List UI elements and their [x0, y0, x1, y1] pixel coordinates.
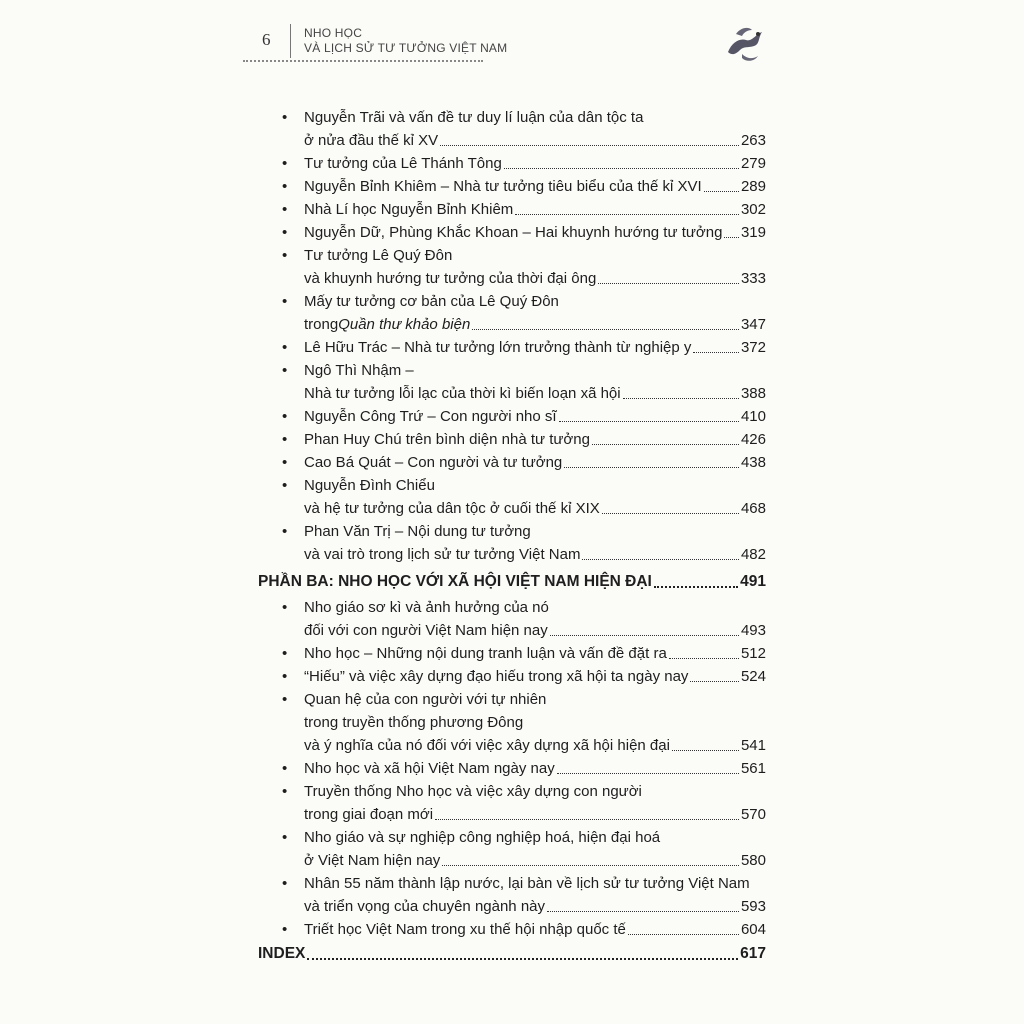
header-divider [290, 24, 291, 58]
toc-entry-page: 319 [740, 224, 766, 241]
toc-entry-text: Nguyễn Dữ, Phùng Khắc Khoan – Hai khuynh hướng tư tưởng [304, 224, 723, 241]
toc-entry-page: 426 [740, 431, 766, 448]
toc-entry-text: Nhân 55 năm thành lập nước, lại bàn về lịch sử tư tưởng Việt Nam [304, 875, 750, 892]
toc-entry[interactable] [282, 780, 766, 826]
bullet-icon: • [282, 201, 288, 218]
toc-entry-text: Nho giáo sơ kì và ảnh hưởng của nó [304, 599, 549, 616]
leader-dots [547, 911, 739, 912]
index-page: 617 [740, 945, 766, 962]
bullet-icon: • [282, 224, 288, 241]
toc-entry-page: 493 [740, 622, 766, 639]
toc-entry-page: 524 [740, 668, 766, 685]
header-dotted-rule [243, 60, 483, 62]
toc-entry-text: Mấy tư tưởng cơ bản của Lê Quý Đôn [304, 293, 559, 310]
toc-entry[interactable] [282, 918, 766, 941]
toc-entry[interactable] [282, 688, 766, 757]
toc-entry-text: Phan Văn Trị – Nội dung tư tưởng [304, 523, 531, 540]
toc-entry[interactable] [282, 336, 766, 359]
toc-part3-heading[interactable] [258, 570, 766, 594]
toc-entry-page: 580 [740, 852, 766, 869]
leader-dots [472, 329, 739, 330]
toc-entry-text: Nho học và xã hội Việt Nam ngày nay [304, 760, 555, 777]
leader-dots [672, 750, 739, 751]
toc-entry-page: 410 [740, 408, 766, 425]
toc-entry-text: trong [304, 316, 339, 333]
toc-entry-page: 570 [740, 806, 766, 823]
toc-entry-page: 468 [740, 500, 766, 517]
toc-entry-text: Nguyễn Đình Chiểu [304, 477, 435, 494]
toc-entry-text: đối với con người Việt Nam hiện nay [304, 622, 548, 639]
toc-entry-text: Tư tưởng Lê Quý Đôn [304, 247, 453, 264]
leader-dots [628, 934, 739, 935]
toc-entry-text: và ý nghĩa của nó đối với việc xây dựng xã hội hiện đại [304, 737, 670, 754]
toc-entry-text: ở nửa đầu thế kỉ XV [304, 132, 439, 149]
toc-entry[interactable] [282, 106, 766, 152]
bullet-icon: • [282, 921, 288, 938]
leader-dots [669, 658, 739, 659]
leader-dots [690, 681, 739, 682]
leader-dots [557, 773, 739, 774]
toc-entry-text: “Hiếu” và việc xây dựng đạo hiếu trong xã hội ta ngày nay [304, 668, 689, 685]
bullet-icon: • [282, 691, 288, 708]
part3-title: PHẦN BA: NHO HỌC VỚI XÃ HỘI VIỆT NAM HIỆN ĐẠI [258, 573, 652, 590]
toc-entry-page: 482 [740, 546, 766, 563]
bullet-icon: • [282, 178, 288, 195]
bullet-icon: • [282, 247, 288, 264]
bullet-icon: • [282, 875, 288, 892]
toc-list-part3 [282, 596, 766, 941]
bullet-icon: • [282, 155, 288, 172]
toc-entry[interactable] [282, 757, 766, 780]
leader-dots [515, 214, 739, 215]
toc-entry[interactable] [282, 405, 766, 428]
toc-entry[interactable] [282, 520, 766, 566]
bullet-icon: • [282, 523, 288, 540]
toc-entry-text: Tư tưởng của Lê Thánh Tông [304, 155, 502, 172]
bullet-icon: • [282, 362, 288, 379]
toc-entry-page: 593 [740, 898, 766, 915]
leader-dots [623, 398, 739, 399]
bullet-icon: • [282, 477, 288, 494]
toc-entry-text: Nhà Lí học Nguyễn Bỉnh Khiêm [304, 201, 514, 218]
toc-entry-text: Cao Bá Quát – Con người và tư tưởng [304, 454, 563, 471]
toc-entry[interactable] [282, 428, 766, 451]
toc-list-part2 [282, 106, 766, 566]
bullet-icon: • [282, 109, 288, 126]
bullet-icon: • [282, 431, 288, 448]
leader-dots [435, 819, 739, 820]
running-header-line1: NHO HỌC [304, 26, 363, 40]
toc-entry-text: Nho học – Những nội dung tranh luận và vấn đề đặt ra [304, 645, 667, 662]
toc-entry-page: 263 [740, 132, 766, 149]
toc-entry-text: và khuynh hướng tư tưởng của thời đại ông [304, 270, 597, 287]
leader-dots [550, 635, 739, 636]
toc-entry-text: Nguyễn Trãi và vấn đề tư duy lí luận của dân tộc ta [304, 109, 644, 126]
toc-entry-page: 372 [740, 339, 766, 356]
bullet-icon: • [282, 599, 288, 616]
bullet-icon: • [282, 454, 288, 471]
toc-entry-italic-title: Quần thư khảo biện [338, 316, 471, 333]
toc-entry[interactable] [282, 596, 766, 642]
toc-entry-page: 561 [740, 760, 766, 777]
running-header [304, 26, 507, 56]
toc-entry[interactable] [282, 290, 766, 336]
leader-dots [704, 191, 739, 192]
index-title: INDEX [258, 945, 306, 962]
leader-dots [654, 586, 738, 588]
toc-entry-text: Ngô Thì Nhậm – [304, 362, 414, 379]
toc-entry-page: 302 [740, 201, 766, 218]
toc-entry-page: 279 [740, 155, 766, 172]
toc-entry[interactable] [282, 872, 766, 918]
toc-entry-text: Nhà tư tưởng lỗi lạc của thời kì biến loạn xã hội [304, 385, 621, 402]
toc-entry[interactable] [282, 198, 766, 221]
toc-entry-text: ở Việt Nam hiện nay [304, 852, 441, 869]
toc-entry-text: và hệ tư tưởng của dân tộc ở cuối thế kỉ XIX [304, 500, 600, 517]
toc-entry-page: 604 [740, 921, 766, 938]
toc-entry-text: Nho giáo và sự nghiệp công nghiệp hoá, hiện đại hoá [304, 829, 661, 846]
toc-entry-page: 438 [740, 454, 766, 471]
bullet-icon: • [282, 783, 288, 800]
toc-entry-text: Quan hệ của con người với tự nhiên [304, 691, 547, 708]
bullet-icon: • [282, 668, 288, 685]
leader-dots [724, 237, 739, 238]
leader-dots [693, 352, 739, 353]
toc-entry-text: trong giai đoạn mới [304, 806, 434, 823]
toc-entry[interactable] [282, 642, 766, 665]
bullet-icon: • [282, 645, 288, 662]
bullet-icon: • [282, 339, 288, 356]
dragon-ornament-icon [722, 22, 768, 64]
toc-entry-text: Lê Hữu Trác – Nhà tư tưởng lớn trưởng thành từ nghiệp y [304, 339, 692, 356]
toc-entry[interactable] [282, 665, 766, 688]
leader-dots [559, 421, 739, 422]
leader-dots [602, 513, 739, 514]
toc-entry-text: Nguyễn Công Trứ – Con người nho sĩ [304, 408, 557, 425]
toc-entry[interactable] [282, 359, 766, 405]
leader-dots [307, 958, 738, 960]
toc-entry-page: 512 [740, 645, 766, 662]
toc-entry-page: 347 [740, 316, 766, 333]
bullet-icon: • [282, 408, 288, 425]
toc-entry-text: trong truyền thống phương Đông [304, 714, 524, 731]
toc-index-entry[interactable] [258, 942, 766, 966]
toc-entry[interactable] [282, 244, 766, 290]
leader-dots [504, 168, 739, 169]
toc-entry-page: 333 [740, 270, 766, 287]
toc-entry[interactable] [282, 826, 766, 872]
toc-entry-text: Truyền thống Nho học và việc xây dựng con người [304, 783, 642, 800]
toc-entry-page: 289 [740, 178, 766, 195]
toc-entry[interactable] [282, 152, 766, 175]
bullet-icon: • [282, 829, 288, 846]
bullet-icon: • [282, 760, 288, 777]
leader-dots [440, 145, 739, 146]
toc-entry[interactable] [282, 221, 766, 244]
toc-entry[interactable] [282, 451, 766, 474]
leader-dots [564, 467, 739, 468]
leader-dots [592, 444, 739, 445]
leader-dots [582, 559, 739, 560]
toc-entry-text: và triển vọng của chuyên ngành này [304, 898, 546, 915]
leader-dots [598, 283, 739, 284]
toc-entry[interactable] [282, 175, 766, 198]
toc-entry-page: 388 [740, 385, 766, 402]
toc-entry-text: Nguyễn Bỉnh Khiêm – Nhà tư tưởng tiêu biểu của thế kỉ XVI [304, 178, 702, 195]
toc-entry-text: và vai trò trong lịch sử tư tưởng Việt Nam [304, 546, 581, 563]
part3-page: 491 [740, 573, 766, 590]
toc-entry[interactable] [282, 474, 766, 520]
toc-entry-page: 541 [740, 737, 766, 754]
toc-entry-text: Phan Huy Chú trên bình diện nhà tư tưởng [304, 431, 590, 448]
page-number: 6 [262, 30, 271, 49]
leader-dots [442, 865, 739, 866]
running-header-line2: VÀ LỊCH SỬ TƯ TƯỞNG VIỆT NAM [304, 41, 508, 55]
toc-entry-text: Triết học Việt Nam trong xu thế hội nhập quốc tế [304, 921, 626, 938]
bullet-icon: • [282, 293, 288, 310]
